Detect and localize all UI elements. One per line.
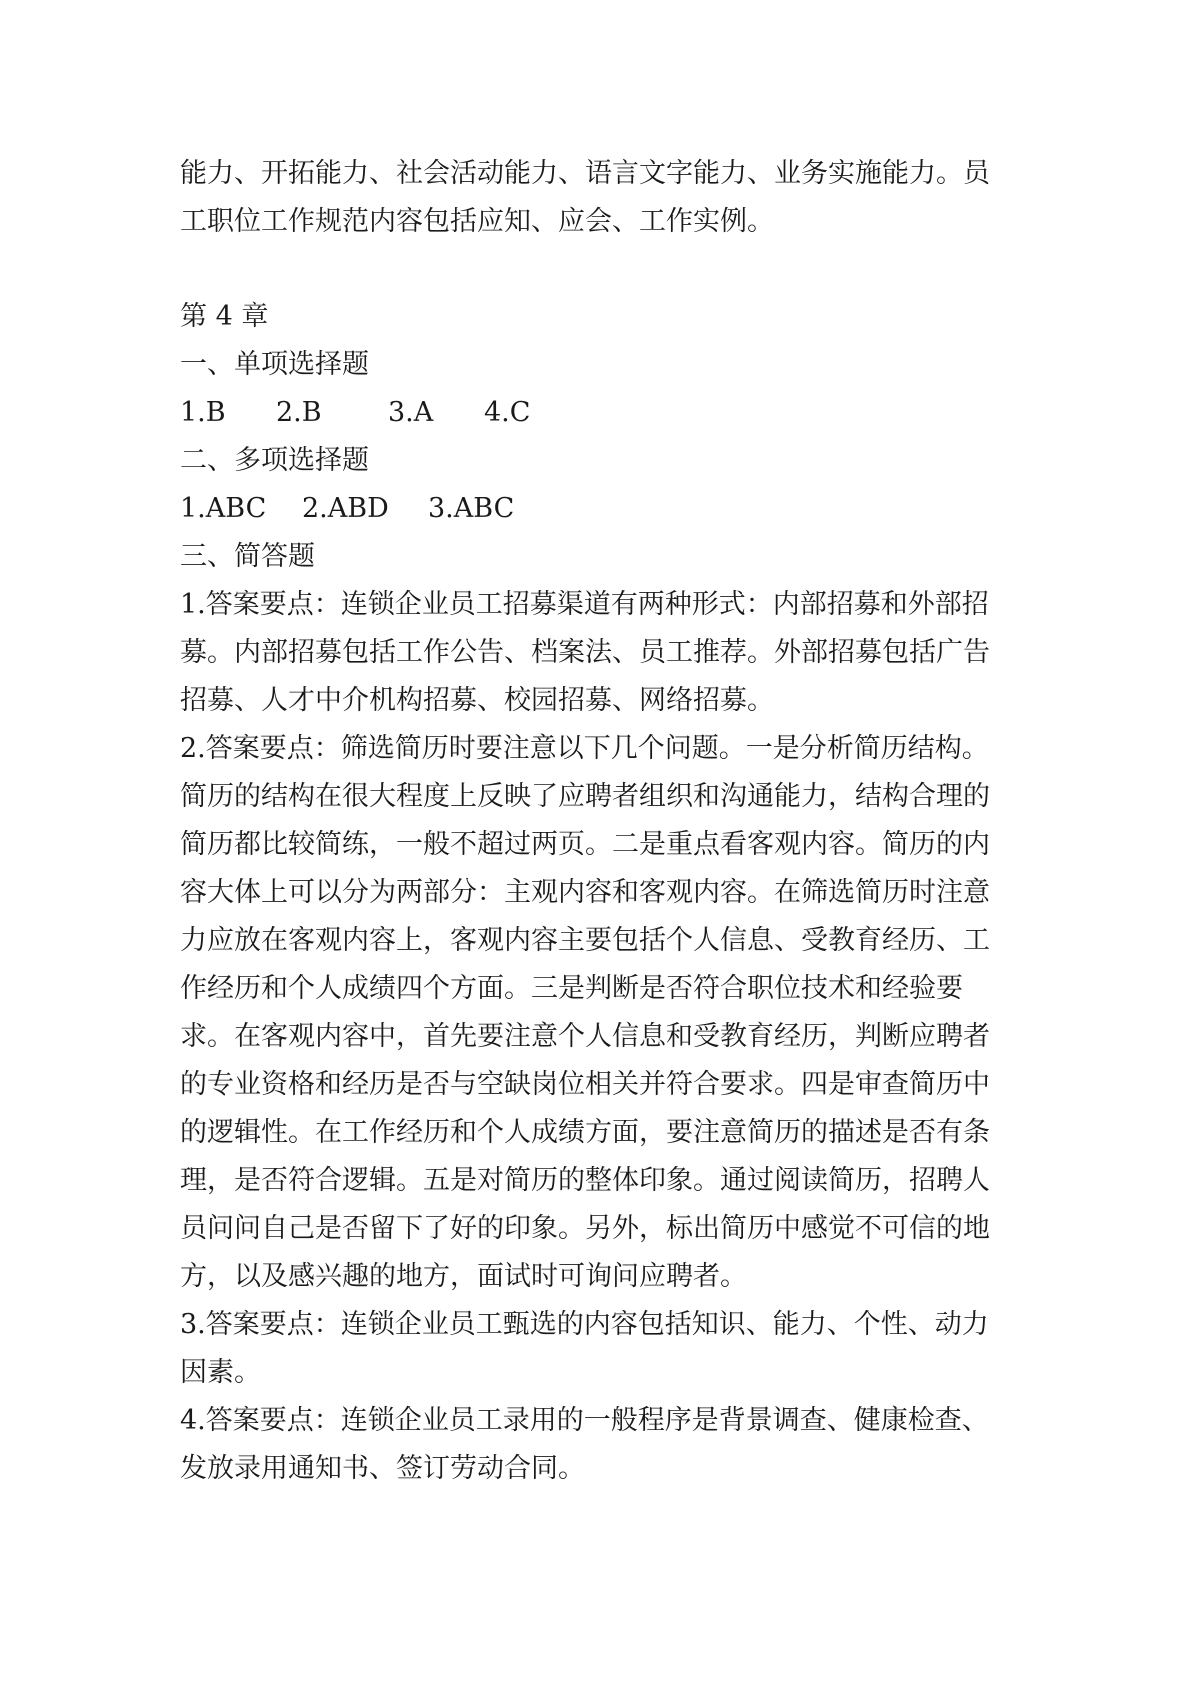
multi-choice-answers — [180, 485, 1015, 533]
answer-line: 力应放在客观内容上，客观内容主要包括个人信息、受教育经历、工 — [180, 925, 990, 956]
multi-choice-heading: 二、多项选择题 — [180, 445, 369, 476]
answer-line: 方，以及感兴趣的地方，面试时可询问应聘者。 — [180, 1261, 747, 1292]
answer-line: 的逻辑性。在工作经历和个人成绩方面，要注意简历的描述是否有条 — [180, 1117, 990, 1148]
single-choice-answers — [180, 389, 1015, 437]
short-answer-item-1 — [180, 581, 1015, 725]
intro-line: 能力、开拓能力、社会活动能力、语言文字能力、业务实施能力。员 — [180, 158, 990, 189]
single-choice-answer: 4.C — [484, 397, 531, 428]
short-answer-item-3 — [180, 1301, 1015, 1397]
chapter-title: 第 4 章 — [180, 301, 269, 332]
intro-line: 工职位工作规范内容包括应知、应会、工作实例。 — [180, 206, 774, 237]
answer-line: 1.答案要点：连锁企业员工招募渠道有两种形式：内部招募和外部招 — [180, 589, 989, 620]
answer-line: 2.答案要点：筛选简历时要注意以下几个问题。一是分析简历结构。 — [180, 733, 989, 764]
answer-line: 作经历和个人成绩四个方面。三是判断是否符合职位技术和经验要 — [180, 973, 963, 1004]
single-choice-answer: 2.B — [276, 397, 322, 428]
answer-line: 招募、人才中介机构招募、校园招募、网络招募。 — [180, 685, 774, 716]
single-choice-answer: 3.A — [388, 397, 434, 428]
document-body — [180, 150, 1015, 1493]
answer-line: 求。在客观内容中，首先要注意个人信息和受教育经历，判断应聘者 — [180, 1021, 990, 1052]
answer-line: 发放录用通知书、签订劳动合同。 — [180, 1453, 585, 1484]
short-answer-item-4 — [180, 1397, 1015, 1493]
answer-line: 因素。 — [180, 1357, 261, 1388]
multi-choice-answer: 2.ABD — [302, 493, 389, 524]
short-answer-item-2 — [180, 725, 1015, 1301]
answer-line: 简历都比较简练，一般不超过两页。二是重点看客观内容。简历的内 — [180, 829, 990, 860]
answer-line: 募。内部招募包括工作公告、档案法、员工推荐。外部招募包括广告 — [180, 637, 990, 668]
answer-line: 3.答案要点：连锁企业员工甄选的内容包括知识、能力、个性、动力 — [180, 1309, 989, 1340]
single-choice-heading: 一、单项选择题 — [180, 349, 369, 380]
answer-line: 理，是否符合逻辑。五是对简历的整体印象。通过阅读简历，招聘人 — [180, 1165, 990, 1196]
answer-line: 简历的结构在很大程度上反映了应聘者组织和沟通能力，结构合理的 — [180, 781, 990, 812]
multi-choice-answer: 1.ABC — [180, 493, 267, 524]
answer-line: 容大体上可以分为两部分：主观内容和客观内容。在筛选简历时注意 — [180, 877, 990, 908]
answer-line: 员问问自己是否留下了好的印象。另外，标出简历中感觉不可信的地 — [180, 1213, 990, 1244]
single-choice-answer: 1.B — [180, 397, 226, 428]
answer-line: 的专业资格和经历是否与空缺岗位相关并符合要求。四是审查简历中 — [180, 1069, 990, 1100]
paragraph-spacer — [180, 246, 1015, 293]
answer-line: 4.答案要点：连锁企业员工录用的一般程序是背景调查、健康检查、 — [180, 1405, 989, 1436]
multi-choice-answer: 3.ABC — [428, 493, 515, 524]
short-answer-heading: 三、简答题 — [180, 541, 315, 572]
